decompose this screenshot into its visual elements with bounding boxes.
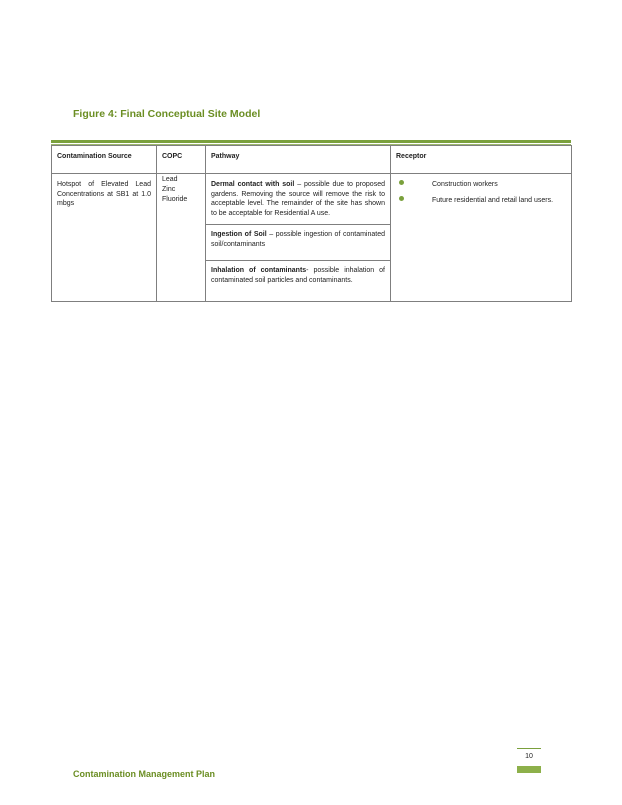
receptor-cell	[391, 174, 572, 302]
pathway-text: – possible due to proposed gardens. Removing the source will remove the risk to acceptable level. The remainder of the site has shown to be acceptable for Residential A use.	[211, 181, 385, 217]
page-number-rule	[517, 748, 541, 749]
pathway-text: - possible inhalation of contaminated soil particles and contaminants.	[211, 267, 385, 284]
header-receptor: Receptor	[391, 146, 572, 174]
pathway-label: Ingestion of Soil	[211, 231, 267, 238]
receptor-item	[399, 180, 566, 196]
header-rule-thick	[51, 140, 571, 143]
pathway-text: – possible ingestion of contaminated soil/contaminants	[211, 231, 385, 248]
header-contamination-source: Contamination Source	[52, 146, 157, 174]
pathway-label: Dermal contact with soil	[211, 181, 295, 188]
header-copc: COPC	[157, 146, 206, 174]
table-row	[52, 174, 572, 302]
copc-item: Fluoride	[162, 196, 188, 203]
page-number: 10	[525, 753, 533, 760]
pathway-dermal	[206, 174, 390, 225]
receptor-item	[399, 196, 566, 212]
table-header-row	[52, 146, 572, 174]
copc-item: Zinc	[162, 186, 176, 193]
contamination-source-cell: Hotspot of Elevated Lead Concentrations at SB1 at 1.0 mbgs	[52, 174, 157, 302]
footer-title: Contamination Management Plan	[73, 769, 216, 779]
pathway-ingestion	[206, 225, 390, 261]
receptor-label: Future residential and retail land users.	[432, 197, 554, 204]
pathway-label: Inhalation of contaminants	[211, 267, 307, 274]
header-pathway: Pathway	[206, 146, 391, 174]
page-number-bar	[517, 766, 541, 773]
figure-title: Figure 4: Final Conceptual Site Model	[73, 108, 261, 120]
page-number-box	[517, 748, 541, 773]
conceptual-site-model-table	[51, 145, 572, 302]
pathway-inhalation	[206, 261, 390, 301]
receptor-label: Construction workers	[432, 181, 498, 188]
copc-cell	[157, 174, 206, 302]
bullet-icon	[399, 180, 404, 185]
pathway-cell	[206, 174, 391, 302]
copc-item: Lead	[162, 176, 178, 183]
bullet-icon	[399, 196, 404, 201]
